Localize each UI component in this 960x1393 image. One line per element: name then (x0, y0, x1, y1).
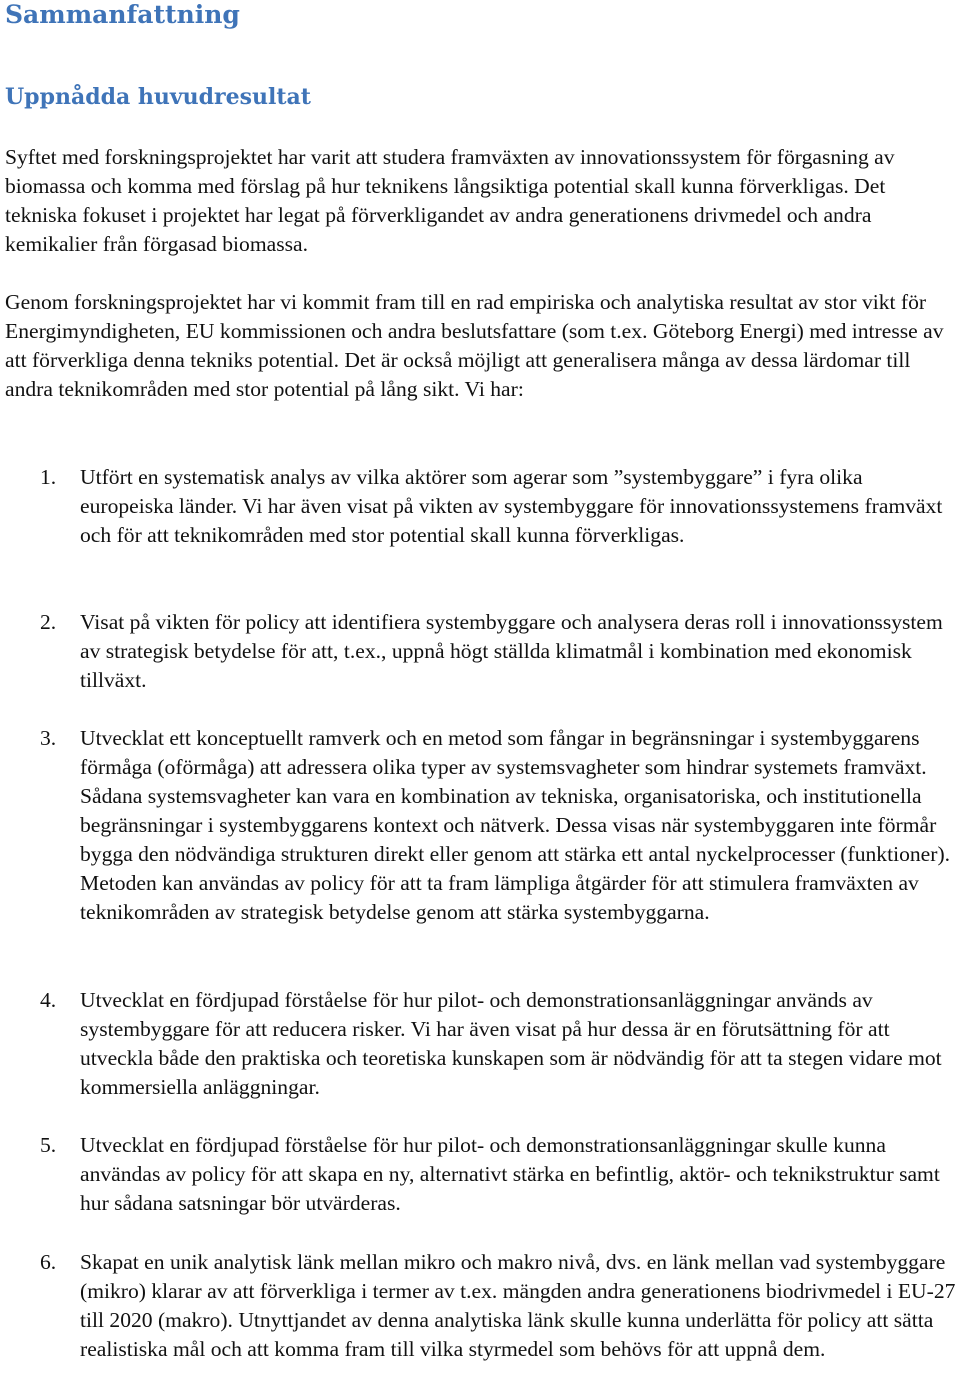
page-title: Sammanfattning (5, 0, 240, 29)
list-number: 6. (40, 1250, 57, 1274)
list-number: 1. (40, 465, 57, 489)
section-heading: Uppnådda huvudresultat (5, 84, 311, 110)
findings-paragraph: Genom forskningsprojektet har vi kommit fram till en rad empiriska och analytiska resultat av stor vikt för Energimyndigheten, EU kommissionen och andra beslutsfattare (som t.ex. Göteborg Energi) med intresse av att förverkliga denna tekniks potential. Det är också möjligt att generalisera många av dessa lärdomar till andra teknikområden med stor potential på lång sikt. Vi har: (5, 290, 944, 401)
list-item-text: Visat på vikten för policy att identifiera systembyggare och analysera deras roll i innovationssystem av strategisk betydelse för att, t.ex., uppnå högt ställda klimatmål i kombination med ekonomisk tillväxt. (80, 610, 943, 692)
list-item-text: Utfört en systematisk analys av vilka aktörer som agerar som ”systembyggare” i fyra olika europeiska länder. Vi har även visat på vikten av systembyggare för innovationssystemens framväxt och för att teknikområden med stor potential skall kunna förverkligas. (80, 465, 943, 547)
list-number: 2. (40, 610, 57, 634)
list-item-text: Utvecklat ett konceptuellt ramverk och en metod som fångar in begränsningar i systembyggarens förmåga (oförmåga) att adressera olika typer av systemsvagheter som hindrar systemets framväxt. Sådana systemsvagheter kan vara en kombination av tekniska, organisatoriska, och institutionella begränsningar i systembyggarens kontext och nätverk. Dessa visas när systembyggaren inte förmår bygga den nödvändiga strukturen direkt eller genom att stärka ett antal nyckelprocesser (funktioner). Metoden kan användas av policy för att ta fram lämpliga åtgärder för att stimulera framväxten av teknikområden av strategisk betydelse genom att stärka systembyggarna. (80, 726, 951, 924)
intro-paragraph: Syftet med forskningsprojektet har varit att studera framväxten av innovationssystem för förgasning av biomassa och komma med förslag på hur teknikens långsiktiga potential skall kunna förverkligas. Det tekniska fokuset i projektet har legat på förverkligandet av andra generationens drivmedel och andra kemikalier från förgasad biomassa. (5, 145, 895, 256)
list-number: 5. (40, 1133, 57, 1157)
list-item-text: Utvecklat en fördjupad förståelse för hur pilot- och demonstrationsanläggningar skulle kunna användas av policy för att skapa en ny, alternativt stärka en befintlig, aktör- och teknikstruktur samt hur sådana satsningar bör utvärderas. (80, 1133, 940, 1215)
list-number: 4. (40, 988, 57, 1012)
list-item-text: Utvecklat en fördjupad förståelse för hur pilot- och demonstrationsanläggningar används av systembyggare för att reducera risker. Vi har även visat på hur dessa är en förutsättning för att utveckla både den praktiska och teoretiska kunskapen som är nödvändig för att ta stegen vidare mot kommersiella anläggningar. (80, 988, 942, 1099)
list-item-text: Skapat en unik analytisk länk mellan mikro och makro nivå, dvs. en länk mellan vad systembyggare (mikro) klarar av att förverkliga i termer av t.ex. mängden andra generationens biodrivmedel i EU-27 till 2020 (makro). Utnyttjandet av denna analytiska länk skulle kunna underlätta för policy att sätta realistiska mål och att komma fram till vilka styrmedel som behövs för att uppnå dem. (80, 1250, 956, 1361)
list-number: 3. (40, 726, 57, 750)
